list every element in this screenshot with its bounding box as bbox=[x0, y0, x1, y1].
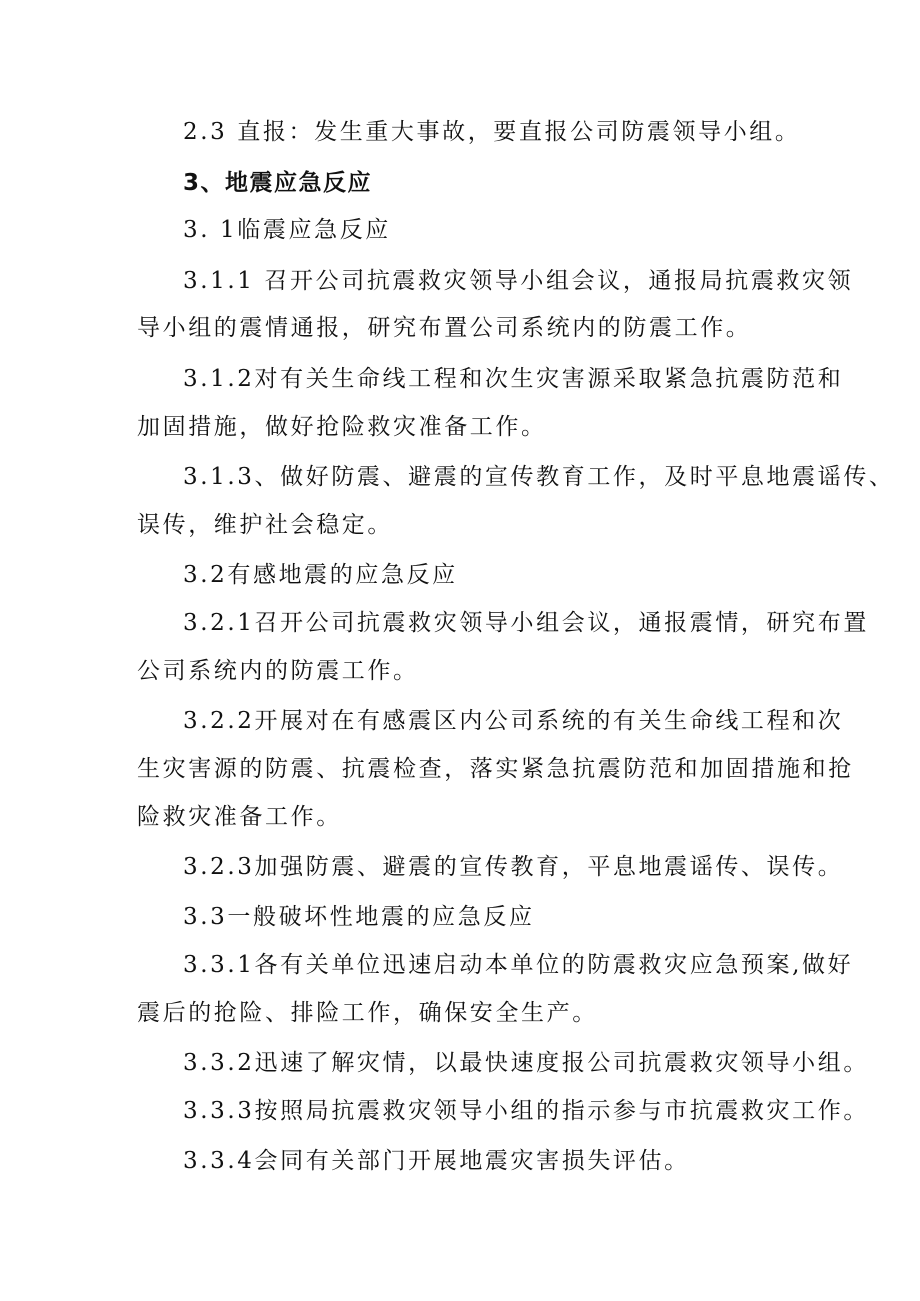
section-3-2-2-line-3: 险救灾准备工作。 bbox=[137, 804, 342, 830]
section-3-2-1-line-1: 3.2.1召开公司抗震救灾领导小组会议，通报震情，研究布置 bbox=[183, 610, 869, 636]
section-3-1-2-line-1: 3.1.2对有关生命线工程和次生灾害源采取紧急抗震防范和 bbox=[183, 366, 844, 392]
section-3-3-3: 3.3.3按照局抗震救灾领导小组的指示参与市抗震救灾工作。 bbox=[183, 1098, 869, 1124]
section-3-3-1-line-2: 震后的抢险、排险工作，确保安全生产。 bbox=[137, 1000, 598, 1026]
section-3-heading: 3、地震应急反应 bbox=[183, 170, 373, 196]
section-3-3-4: 3.3.4会同有关部门开展地震灾害损失评估。 bbox=[183, 1148, 690, 1174]
section-3-2-1-line-2: 公司系统内的防震工作。 bbox=[137, 658, 419, 684]
section-3-3-1-line-1: 3.3.1各有关单位迅速启动本单位的防震救灾应急预案,做好 bbox=[183, 952, 854, 978]
section-3-2-2-line-1: 3.2.2开展对在有感震区内公司系统的有关生命线工程和次 bbox=[183, 708, 844, 734]
section-3-1-1-line-2: 导小组的震情通报，研究布置公司系统内的防震工作。 bbox=[137, 315, 752, 341]
section-3-3-2: 3.3.2迅速了解灾情，以最快速度报公司抗震救灾领导小组。 bbox=[183, 1050, 869, 1076]
section-3-3-heading: 3.3一般破坏性地震的应急反应 bbox=[183, 904, 535, 930]
section-3-2-3: 3.2.3加强防震、避震的宣传教育，平息地震谣传、误传。 bbox=[183, 854, 844, 880]
section-3-1-3-line-1: 3.1.3、做好防震、避震的宣传教育工作，及时平息地震谣传、 bbox=[183, 464, 895, 490]
section-3-2-heading: 3.2有感地震的应急反应 bbox=[183, 562, 458, 588]
section-3-1-3-line-2: 误传，维护社会稳定。 bbox=[137, 512, 393, 538]
section-3-1-heading: 3. 1临震应急反应 bbox=[183, 217, 391, 243]
section-3-2-2-line-2: 生灾害源的防震、抗震检查，落实紧急抗震防范和加固措施和抢 bbox=[137, 756, 854, 782]
section-2-3-direct-report: 2.3 直报：发生重大事故，要直报公司防震领导小组。 bbox=[183, 119, 801, 145]
section-3-1-1-line-1: 3.1.1 召开公司抗震救灾领导小组会议，通报局抗震救灾领 bbox=[183, 268, 854, 294]
section-3-1-2-line-2: 加固措施，做好抢险救灾准备工作。 bbox=[137, 414, 547, 440]
